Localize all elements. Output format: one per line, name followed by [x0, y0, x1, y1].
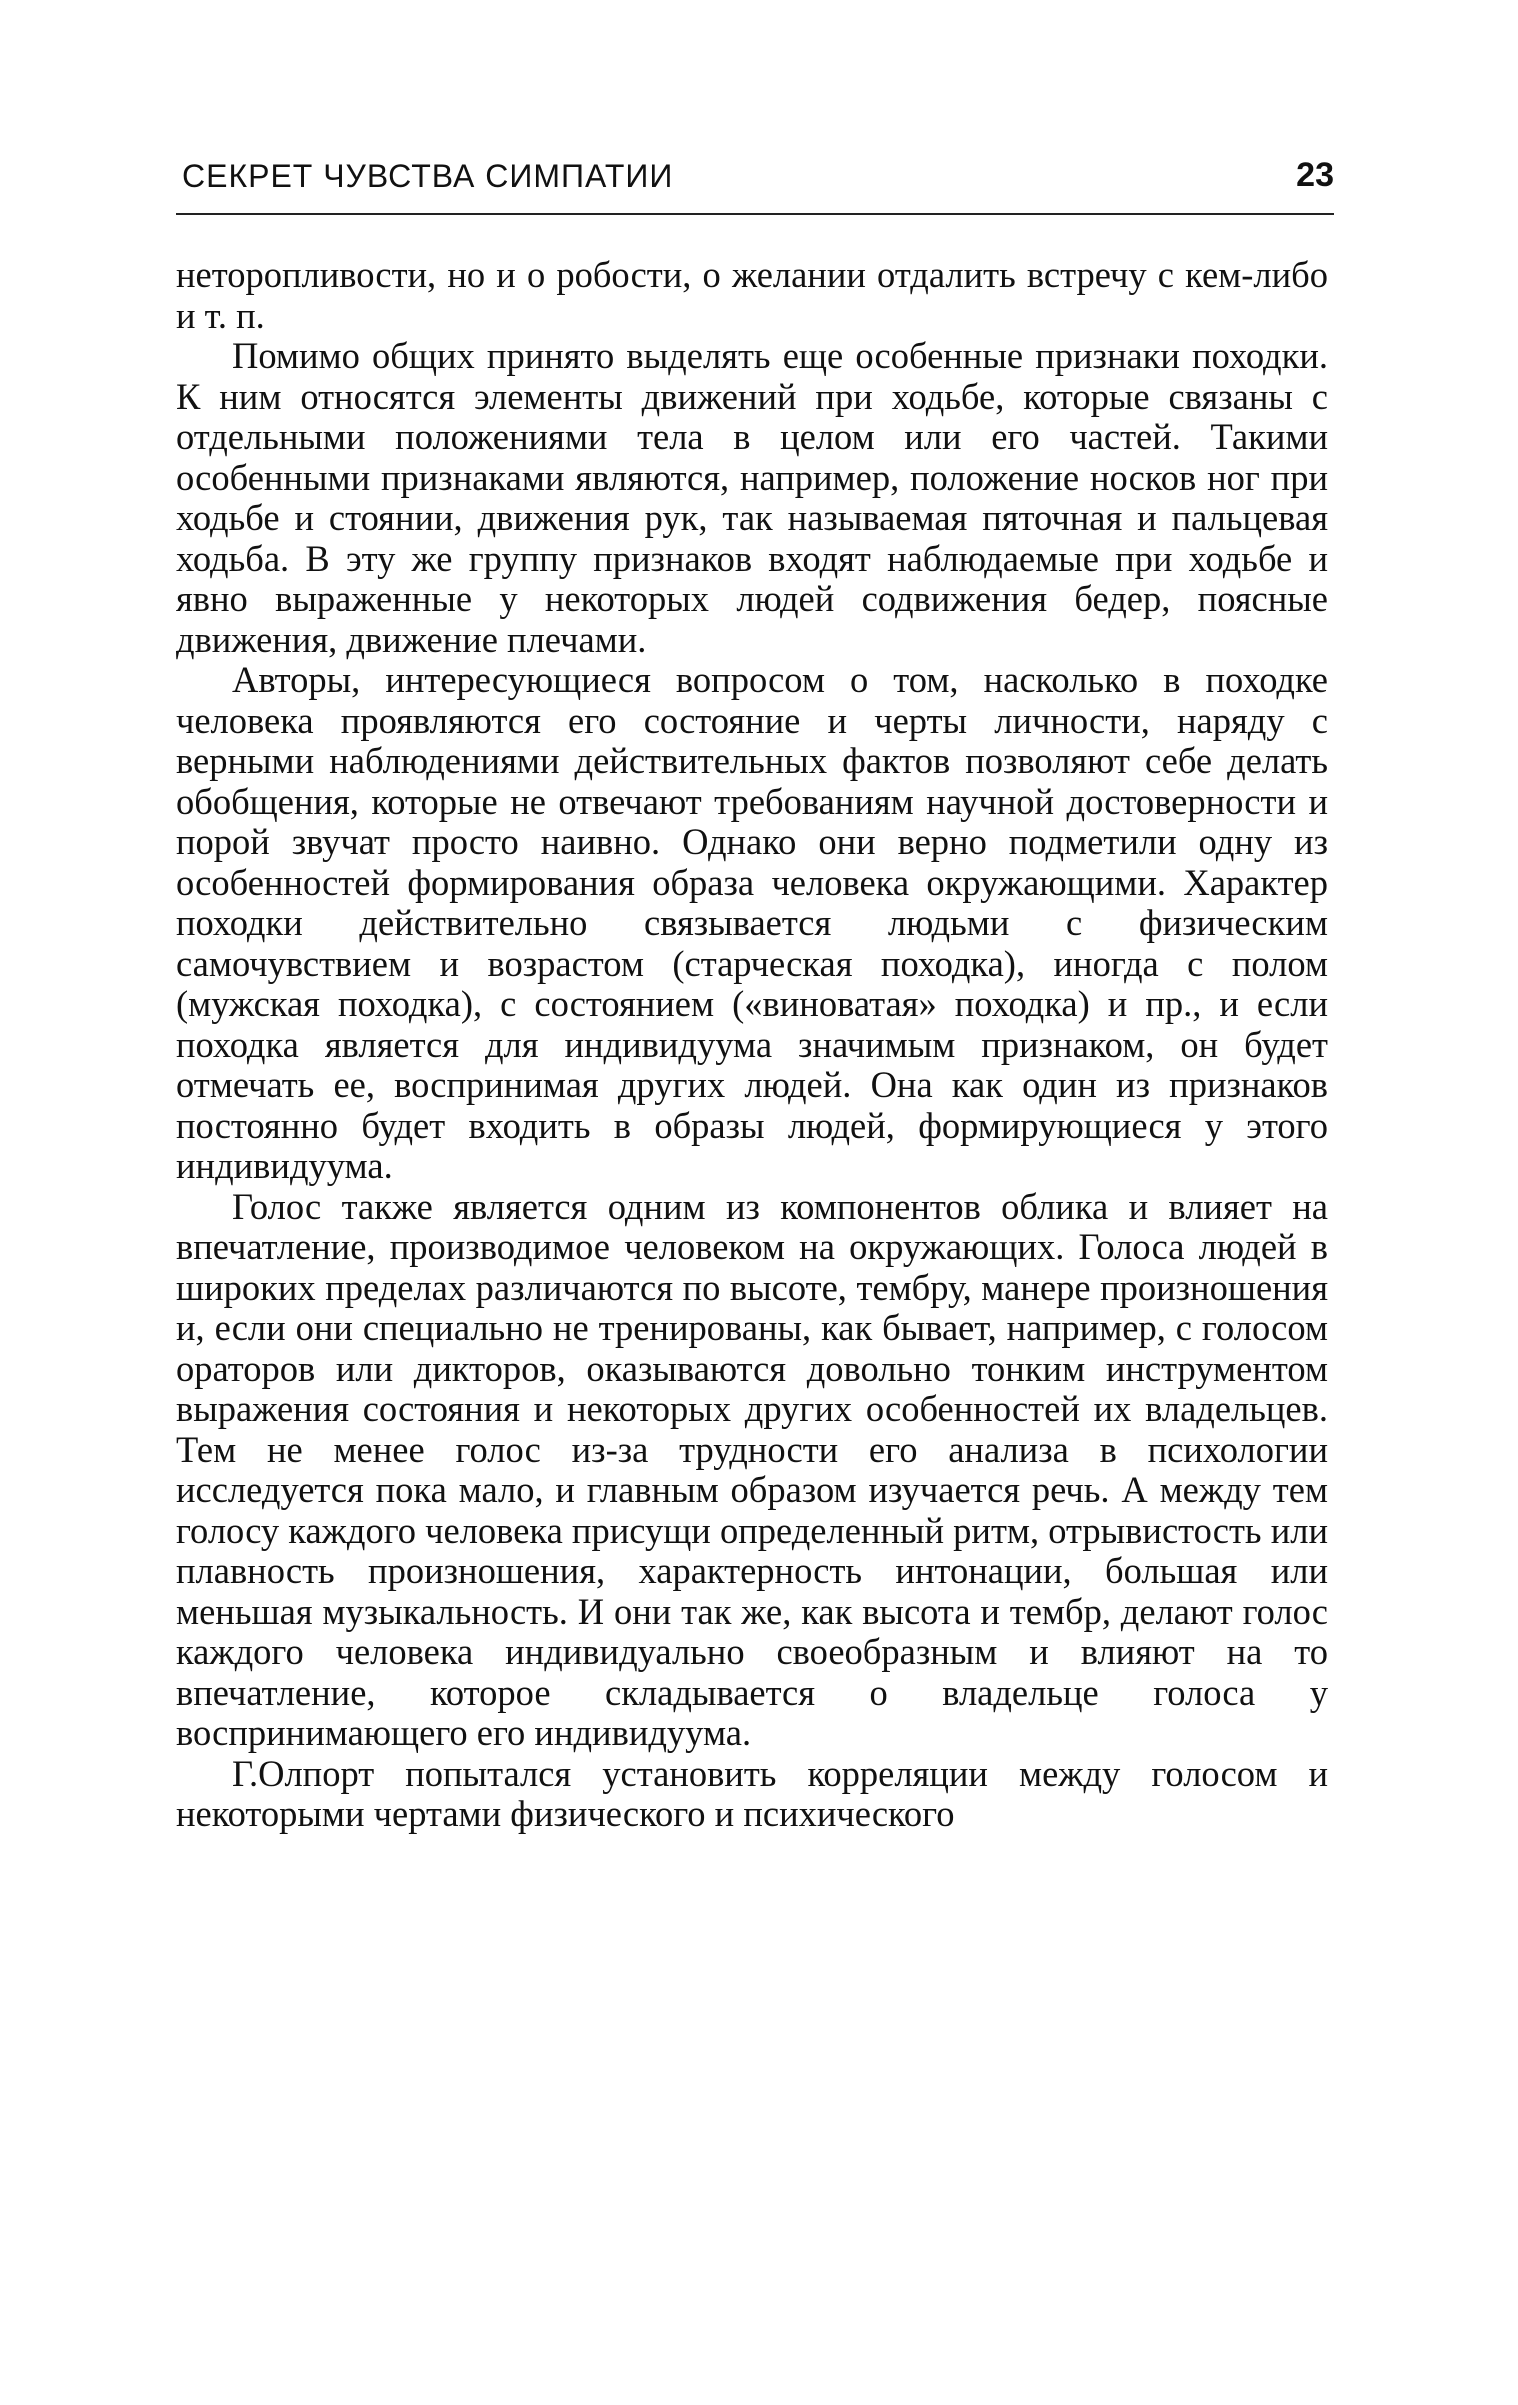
- running-header: [176, 158, 1334, 206]
- running-title: СЕКРЕТ ЧУВСТВА СИМПАТИИ: [182, 158, 674, 194]
- paragraph: Помимо общих принято выделять еще особенные признаки походки. К ним относятся элементы движений при ходьбе, которые связаны с отдельными положениями тела в целом или его частей. Такими особенными признаками являются, например, положение носков ног при ходьбе и стоянии, движения рук, так называемая пяточная и пальцевая ходьба. В эту же группу признаков входят наблюдаемые при ходьбе и явно выраженные у некоторых людей содвижения бедер, поясные движения, движение плечами.: [176, 335, 1328, 660]
- paragraph: Г.Олпорт попытался установить корреляции между голосом и некоторыми чертами физического и психического: [176, 1752, 1328, 1834]
- paragraph: Голос также является одним из компонентов облика и влияет на впечатление, производимое человеком на окружающих. Голоса людей в широких пределах различаются по высоте, тембру, манере произношения и, если они специально не тренированы, как бывает, например, с голосом ораторов или дикторов, оказываются довольно тонким инструментом выражения состояния и некоторых других особенностей их владельцев. Тем не менее голос из-за трудности его анализа в психологии исследуется пока мало, и главным образом изучается речь. А между тем голосу каждого человека присущи определенный ритм, отрывистость или плавность произношения, характерность интонации, большая или меньшая музыкальность. И они так же, как высота и тембр, делают голос каждого человека индивидуально своеобразным и влияют на то впечатление, которое складывается о владельце голоса у воспринимающего его индивидуума.: [176, 1185, 1328, 1753]
- page-number: 23: [1296, 156, 1334, 194]
- header-rule: [176, 213, 1334, 215]
- paragraph-continued: неторопливости, но и о робости, о желании отдалить встречу с кем-либо и т. п.: [176, 254, 1328, 336]
- paragraph: Авторы, интересующиеся вопросом о том, насколько в походке человека проявляются его состояние и черты личности, наряду с верными наблюдениями действительных фактов позволяют себе делать обобщения, которые не отвечают требованиям научной достоверности и порой звучат просто наивно. Однако они верно подметили одну из особенностей формирования образа человека окружающими. Характер походки действительно связывается людьми с физическим самочувствием и возрастом (старческая походка), иногда с полом (мужская походка), с состоянием («виноватая» походка) и пр., и если походка является для индивидуума значимым признаком, он будет отмечать ее, воспринимая других людей. Она как один из признаков постоянно будет входить в образы людей, формирующиеся у этого индивидуума.: [176, 659, 1328, 1186]
- body-text: [176, 255, 1328, 1835]
